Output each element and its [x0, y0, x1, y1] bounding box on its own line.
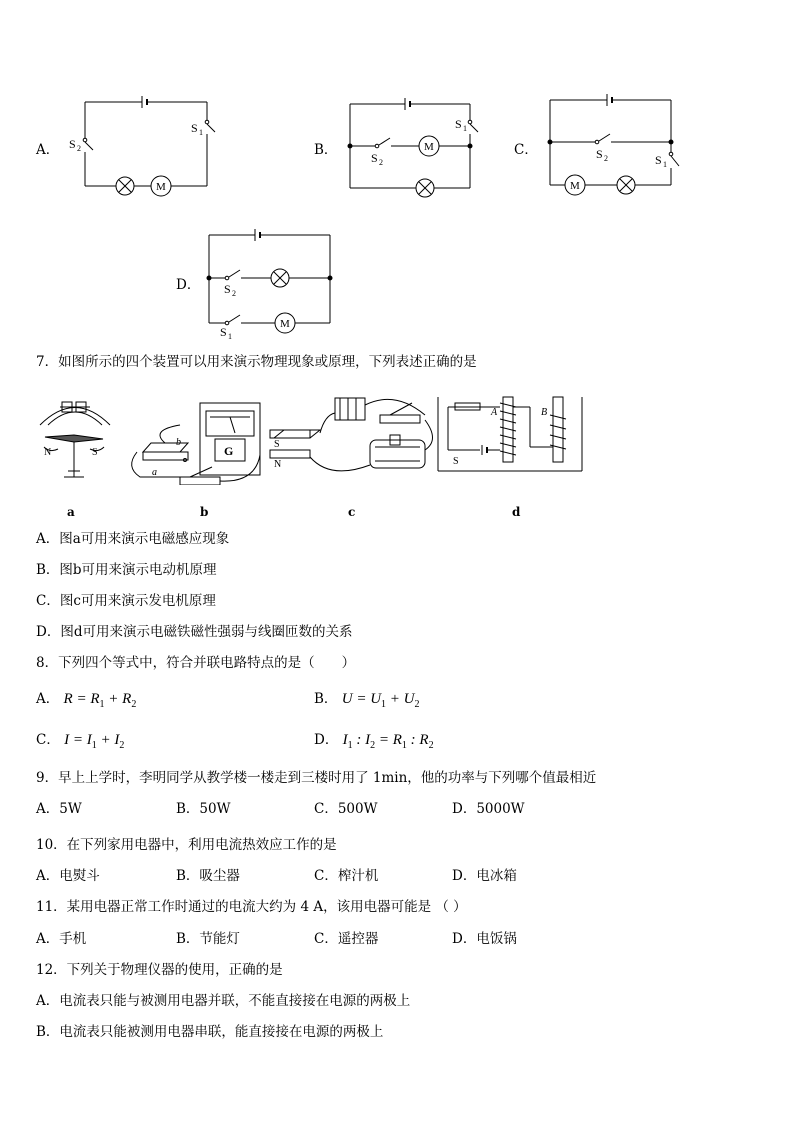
option-letter: B．	[314, 142, 338, 158]
svg-text:2: 2	[77, 144, 81, 153]
electromagnet-a-label: A	[491, 407, 498, 418]
circuit-diagram-a	[60, 90, 230, 200]
circuit-diagram-c	[535, 90, 695, 200]
q11-option-d: D．电饭锅	[452, 931, 517, 947]
figure-label-a: a	[67, 505, 75, 519]
svg-text:2: 2	[379, 158, 383, 167]
label-s: S	[92, 447, 98, 458]
switch-label-s2: S	[371, 151, 378, 165]
q7-figures	[30, 385, 590, 485]
question-8: 8．下列四个等式中，符合并联电路特点的是（ ）	[36, 655, 356, 671]
wire-label-b: b	[176, 437, 181, 448]
q10-option-d: D．电冰箱	[452, 868, 517, 884]
option-letter: D．	[176, 277, 201, 293]
q10-option-c: C．榨汁机	[314, 868, 379, 884]
switch-label-s1: S	[655, 153, 662, 167]
svg-text:2: 2	[232, 289, 236, 298]
q8-option-c: C． $I = I_1 + I_2$	[36, 732, 125, 751]
question-7: 7．如图所示的四个装置可以用来演示物理现象或原理，下列表述正确的是	[36, 354, 477, 370]
q9-option-a: A．5W	[36, 801, 82, 817]
option-letter: A．	[36, 142, 60, 158]
q7-option-b: B．图b可用来演示电动机原理	[36, 562, 217, 578]
circuit-diagram-d	[195, 225, 345, 340]
question-9: 9．早上上学时，李明同学从教学楼一楼走到三楼时用了 1min，他的功率与下列哪个值最相近	[36, 770, 597, 786]
motor-label: M	[570, 180, 580, 192]
q9-option-b: B．50W	[176, 801, 231, 817]
figure-label-d: d	[512, 505, 521, 519]
question-11: 11．某用电器正常工作时通过的电流大约为 4 A，该用电器可能是 （ ）	[36, 899, 467, 915]
wire-label-a: a	[152, 467, 157, 478]
figure-label-b: b	[200, 505, 209, 519]
q7-option-d: D．图d可用来演示电磁铁磁性强弱与线圈匝数的关系	[36, 624, 353, 640]
switch-label-s2: S	[224, 282, 231, 296]
q8-option-d: D． $I_1$ : $I_2 = R_1$ : $R_2$	[314, 732, 434, 751]
q12-option-a: A．电流表只能与被测用电器并联，不能直接接在电源的两极上	[36, 993, 411, 1009]
option-letter: C．	[514, 142, 538, 158]
switch-label-s2: S	[596, 147, 603, 161]
svg-text:2: 2	[604, 154, 608, 163]
q7-option-a: A．图a可用来演示电磁感应现象	[36, 531, 230, 547]
q7-option-c: C．图c可用来演示发电机原理	[36, 593, 216, 609]
svg-text:1: 1	[199, 128, 203, 137]
question-12: 12．下列关于物理仪器的使用，正确的是	[36, 962, 283, 978]
electromagnet-b-label: B	[541, 407, 548, 418]
switch-label-s1: S	[191, 121, 198, 135]
question-10: 10．在下列家用电器中，利用电流热效应工作的是	[36, 837, 337, 853]
svg-text:1: 1	[663, 160, 667, 169]
label-s: S	[453, 456, 459, 467]
motor-label: M	[280, 318, 290, 330]
galvanometer-label: G	[224, 444, 234, 458]
svg-text:1: 1	[228, 332, 232, 340]
q11-option-a: A．手机	[36, 931, 87, 947]
q8-option-a: A． $R = R_1 + R_2$	[36, 691, 137, 710]
q9-option-c: C．500W	[314, 801, 378, 817]
circuit-diagram-b	[335, 90, 495, 200]
q11-option-b: B．节能灯	[176, 931, 240, 947]
switch-label-s1: S	[455, 117, 462, 131]
svg-text:1: 1	[463, 124, 467, 133]
label-n: N	[274, 459, 282, 470]
q11-option-c: C．遥控器	[314, 931, 379, 947]
q12-option-b: B．电流表只能被测用电器串联，能直接接在电源的两极上	[36, 1024, 384, 1040]
switch-label-s2: S	[69, 137, 76, 151]
figure-label-c: c	[348, 505, 356, 519]
q8-option-b: B． $U = U_1 + U_2$	[314, 691, 420, 710]
q10-option-b: B．吸尘器	[176, 868, 240, 884]
label-s: S	[274, 439, 280, 450]
motor-label: M	[424, 141, 434, 153]
switch-label-s1: S	[220, 325, 227, 339]
label-n: N	[44, 447, 52, 458]
q9-option-d: D．5000W	[452, 801, 525, 817]
q10-option-a: A．电熨斗	[36, 868, 100, 884]
motor-label: M	[156, 181, 166, 193]
